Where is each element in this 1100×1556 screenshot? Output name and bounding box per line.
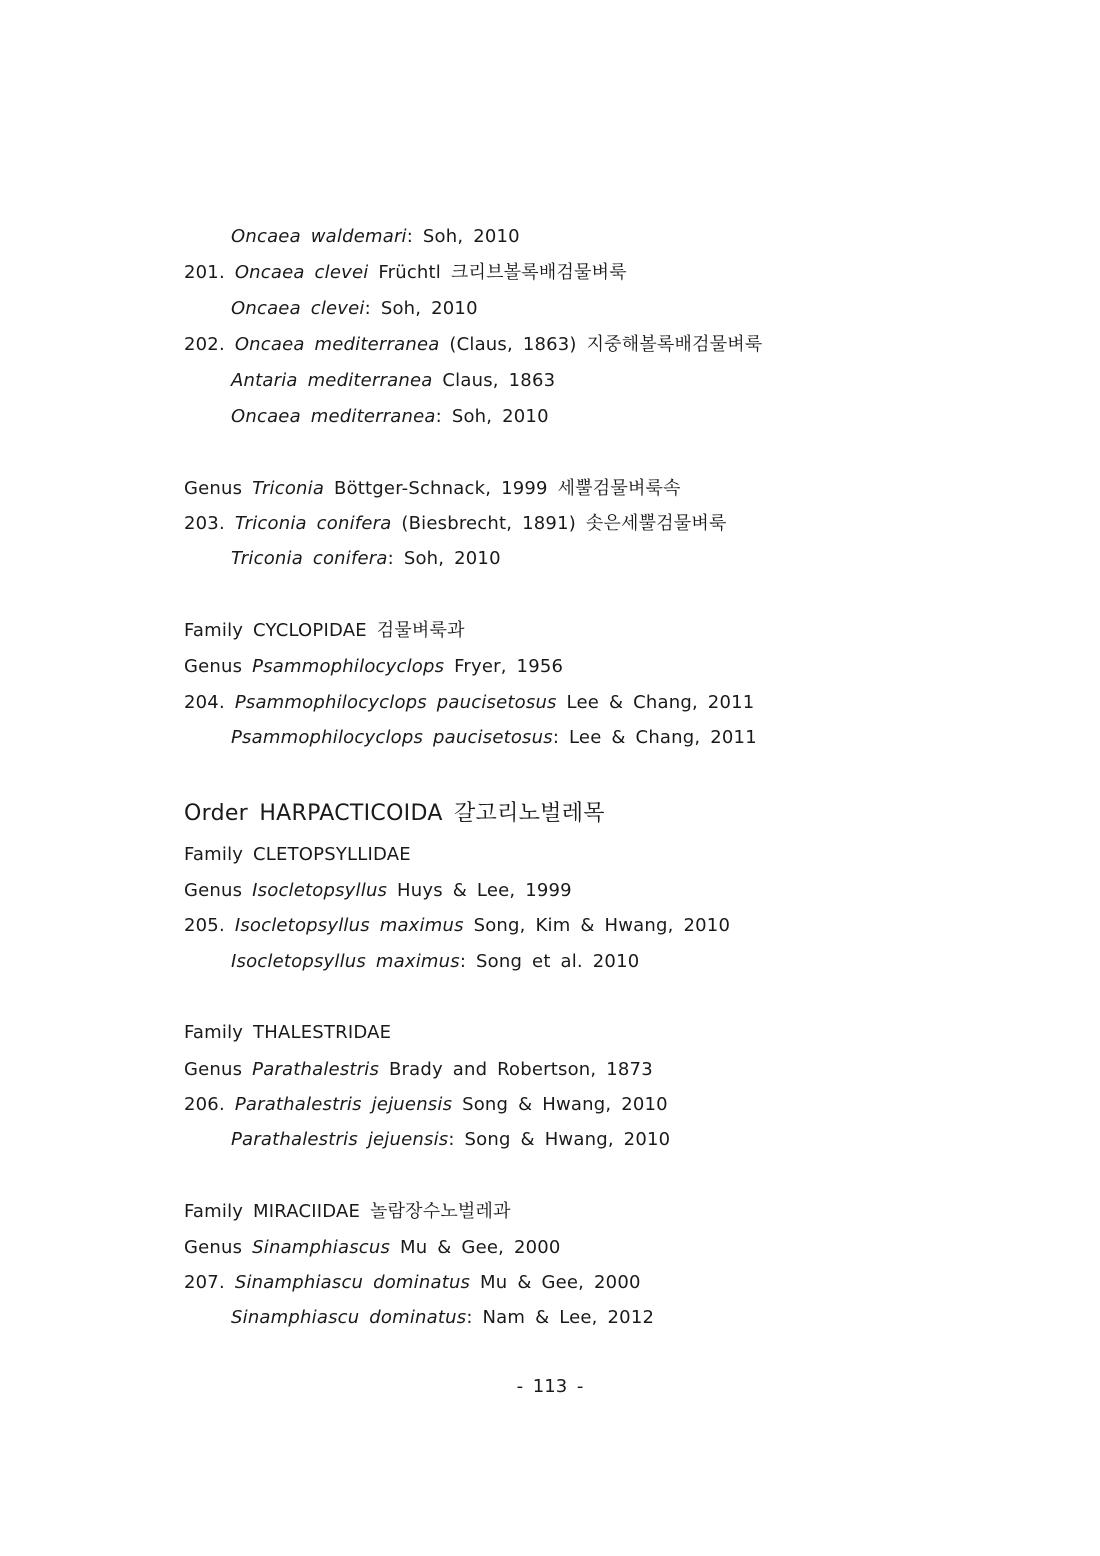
taxon-name: Parathalestris bbox=[252, 1059, 380, 1080]
text-run: Genus bbox=[184, 1059, 253, 1080]
text-run: Genus bbox=[184, 1237, 253, 1258]
taxon-name: Triconia conifera bbox=[231, 548, 388, 569]
text-run: Fryer, 1956 bbox=[444, 656, 564, 677]
text-run: (Biesbrecht, 1891) 솟은세뿔검물벼룩 bbox=[391, 513, 727, 534]
synonym-line bbox=[231, 406, 549, 428]
species-entry-204 bbox=[184, 692, 754, 714]
taxon-name: Oncaea clevei bbox=[231, 298, 365, 319]
synonym-line bbox=[231, 727, 757, 749]
text-run: Huys & Lee, 1999 bbox=[387, 880, 572, 901]
species-entry-202 bbox=[184, 334, 762, 356]
species-entry-207 bbox=[184, 1272, 641, 1294]
text-run: Song, Kim & Hwang, 2010 bbox=[463, 915, 731, 936]
text-run: 206. bbox=[184, 1094, 235, 1115]
order-heading-harpacticoida bbox=[184, 801, 605, 827]
text-run: Family CLETOPSYLLIDAE bbox=[184, 844, 411, 865]
genus-heading-isocletopsyllus bbox=[184, 880, 572, 902]
taxon-name: Isocletopsyllus bbox=[252, 880, 388, 901]
taxon-name: Psammophilocyclops bbox=[252, 656, 445, 677]
text-run: Mu & Gee, 2000 bbox=[390, 1237, 561, 1258]
text-run: : Soh, 2010 bbox=[364, 298, 478, 319]
text-run: Brady and Robertson, 1873 bbox=[379, 1059, 653, 1080]
text-run: Family THALESTRIDAE bbox=[184, 1022, 392, 1043]
taxon-name: Psammophilocyclops paucisetosus bbox=[234, 692, 557, 713]
text-run: Order HARPACTICOIDA 갈고리노벌레목 bbox=[184, 801, 605, 826]
genus-heading-parathalestris bbox=[184, 1059, 653, 1081]
taxon-name: Psammophilocyclops paucisetosus bbox=[231, 727, 553, 748]
synonym-line bbox=[231, 226, 520, 248]
text-run: 203. bbox=[184, 513, 235, 534]
text-run: 204. bbox=[184, 692, 235, 713]
text-run: : Soh, 2010 bbox=[435, 406, 549, 427]
text-run: Mu & Gee, 2000 bbox=[470, 1272, 641, 1293]
species-entry-201 bbox=[184, 262, 627, 284]
synonym-line bbox=[231, 370, 555, 392]
text-run: 205. bbox=[184, 915, 235, 936]
text-run: 207. bbox=[184, 1272, 235, 1293]
taxon-name: Sinamphiascus bbox=[252, 1237, 391, 1258]
synonym-line bbox=[231, 1129, 670, 1151]
family-heading-miraciidae bbox=[184, 1201, 511, 1223]
taxon-name: Triconia conifera bbox=[234, 513, 392, 534]
synonym-line bbox=[231, 951, 639, 973]
taxon-name: Antaria mediterranea bbox=[231, 370, 433, 391]
synonym-line bbox=[231, 1307, 654, 1329]
synonym-line bbox=[231, 298, 478, 320]
taxon-name: Isocletopsyllus maximus bbox=[234, 915, 464, 936]
text-run: Song & Hwang, 2010 bbox=[452, 1094, 668, 1115]
taxon-name: Oncaea mediterranea bbox=[231, 406, 436, 427]
family-heading-thalestridae bbox=[184, 1022, 391, 1044]
text-run: Family MIRACIIDAE 놀람장수노벌레과 bbox=[184, 1201, 511, 1222]
text-run: : Song & Hwang, 2010 bbox=[448, 1129, 671, 1150]
species-entry-206 bbox=[184, 1094, 668, 1116]
taxon-name: Parathalestris jejuensis bbox=[231, 1129, 449, 1150]
text-run: : Nam & Lee, 2012 bbox=[466, 1307, 655, 1328]
taxon-name: Sinamphiascu dominatus bbox=[234, 1272, 471, 1293]
text-run: 202. bbox=[184, 334, 235, 355]
taxon-name: Triconia bbox=[252, 478, 325, 499]
text-run: Früchtl 크리브볼록배검물벼룩 bbox=[368, 262, 627, 283]
family-heading-cletopsyllidae bbox=[184, 844, 411, 866]
page-number: - 113 - bbox=[516, 1376, 584, 1397]
text-run: : Soh, 2010 bbox=[387, 548, 501, 569]
text-run: Claus, 1863 bbox=[432, 370, 556, 391]
taxon-name: Parathalestris jejuensis bbox=[234, 1094, 453, 1115]
taxon-name: Oncaea waldemari bbox=[231, 226, 407, 247]
text-run: : Song et al. 2010 bbox=[459, 951, 640, 972]
taxon-name: Isocletopsyllus maximus bbox=[231, 951, 460, 972]
taxon-name: Oncaea clevei bbox=[234, 262, 369, 283]
genus-heading-sinamphiascus bbox=[184, 1237, 561, 1259]
text-run: Family CYCLOPIDAE 검물벼룩과 bbox=[184, 620, 465, 641]
synonym-line bbox=[231, 548, 501, 570]
text-run: (Claus, 1863) 지중해볼록배검물벼룩 bbox=[439, 334, 763, 355]
text-run: Lee & Chang, 2011 bbox=[556, 692, 755, 713]
text-run: Genus bbox=[184, 656, 253, 677]
text-run: Böttger-Schnack, 1999 세뿔검물벼룩속 bbox=[324, 478, 681, 499]
text-run: : Lee & Chang, 2011 bbox=[552, 727, 757, 748]
text-run: Genus bbox=[184, 478, 253, 499]
text-run: 201. bbox=[184, 262, 235, 283]
family-heading-cyclopidae bbox=[184, 620, 465, 642]
species-entry-203 bbox=[184, 513, 727, 535]
species-entry-205 bbox=[184, 915, 730, 937]
text-run: : Soh, 2010 bbox=[406, 226, 520, 247]
text-run: Genus bbox=[184, 880, 253, 901]
taxon-name: Sinamphiascu dominatus bbox=[231, 1307, 467, 1328]
genus-heading-psammophilocyclops bbox=[184, 656, 563, 678]
taxon-name: Oncaea mediterranea bbox=[234, 334, 440, 355]
genus-heading-triconia bbox=[184, 478, 681, 500]
